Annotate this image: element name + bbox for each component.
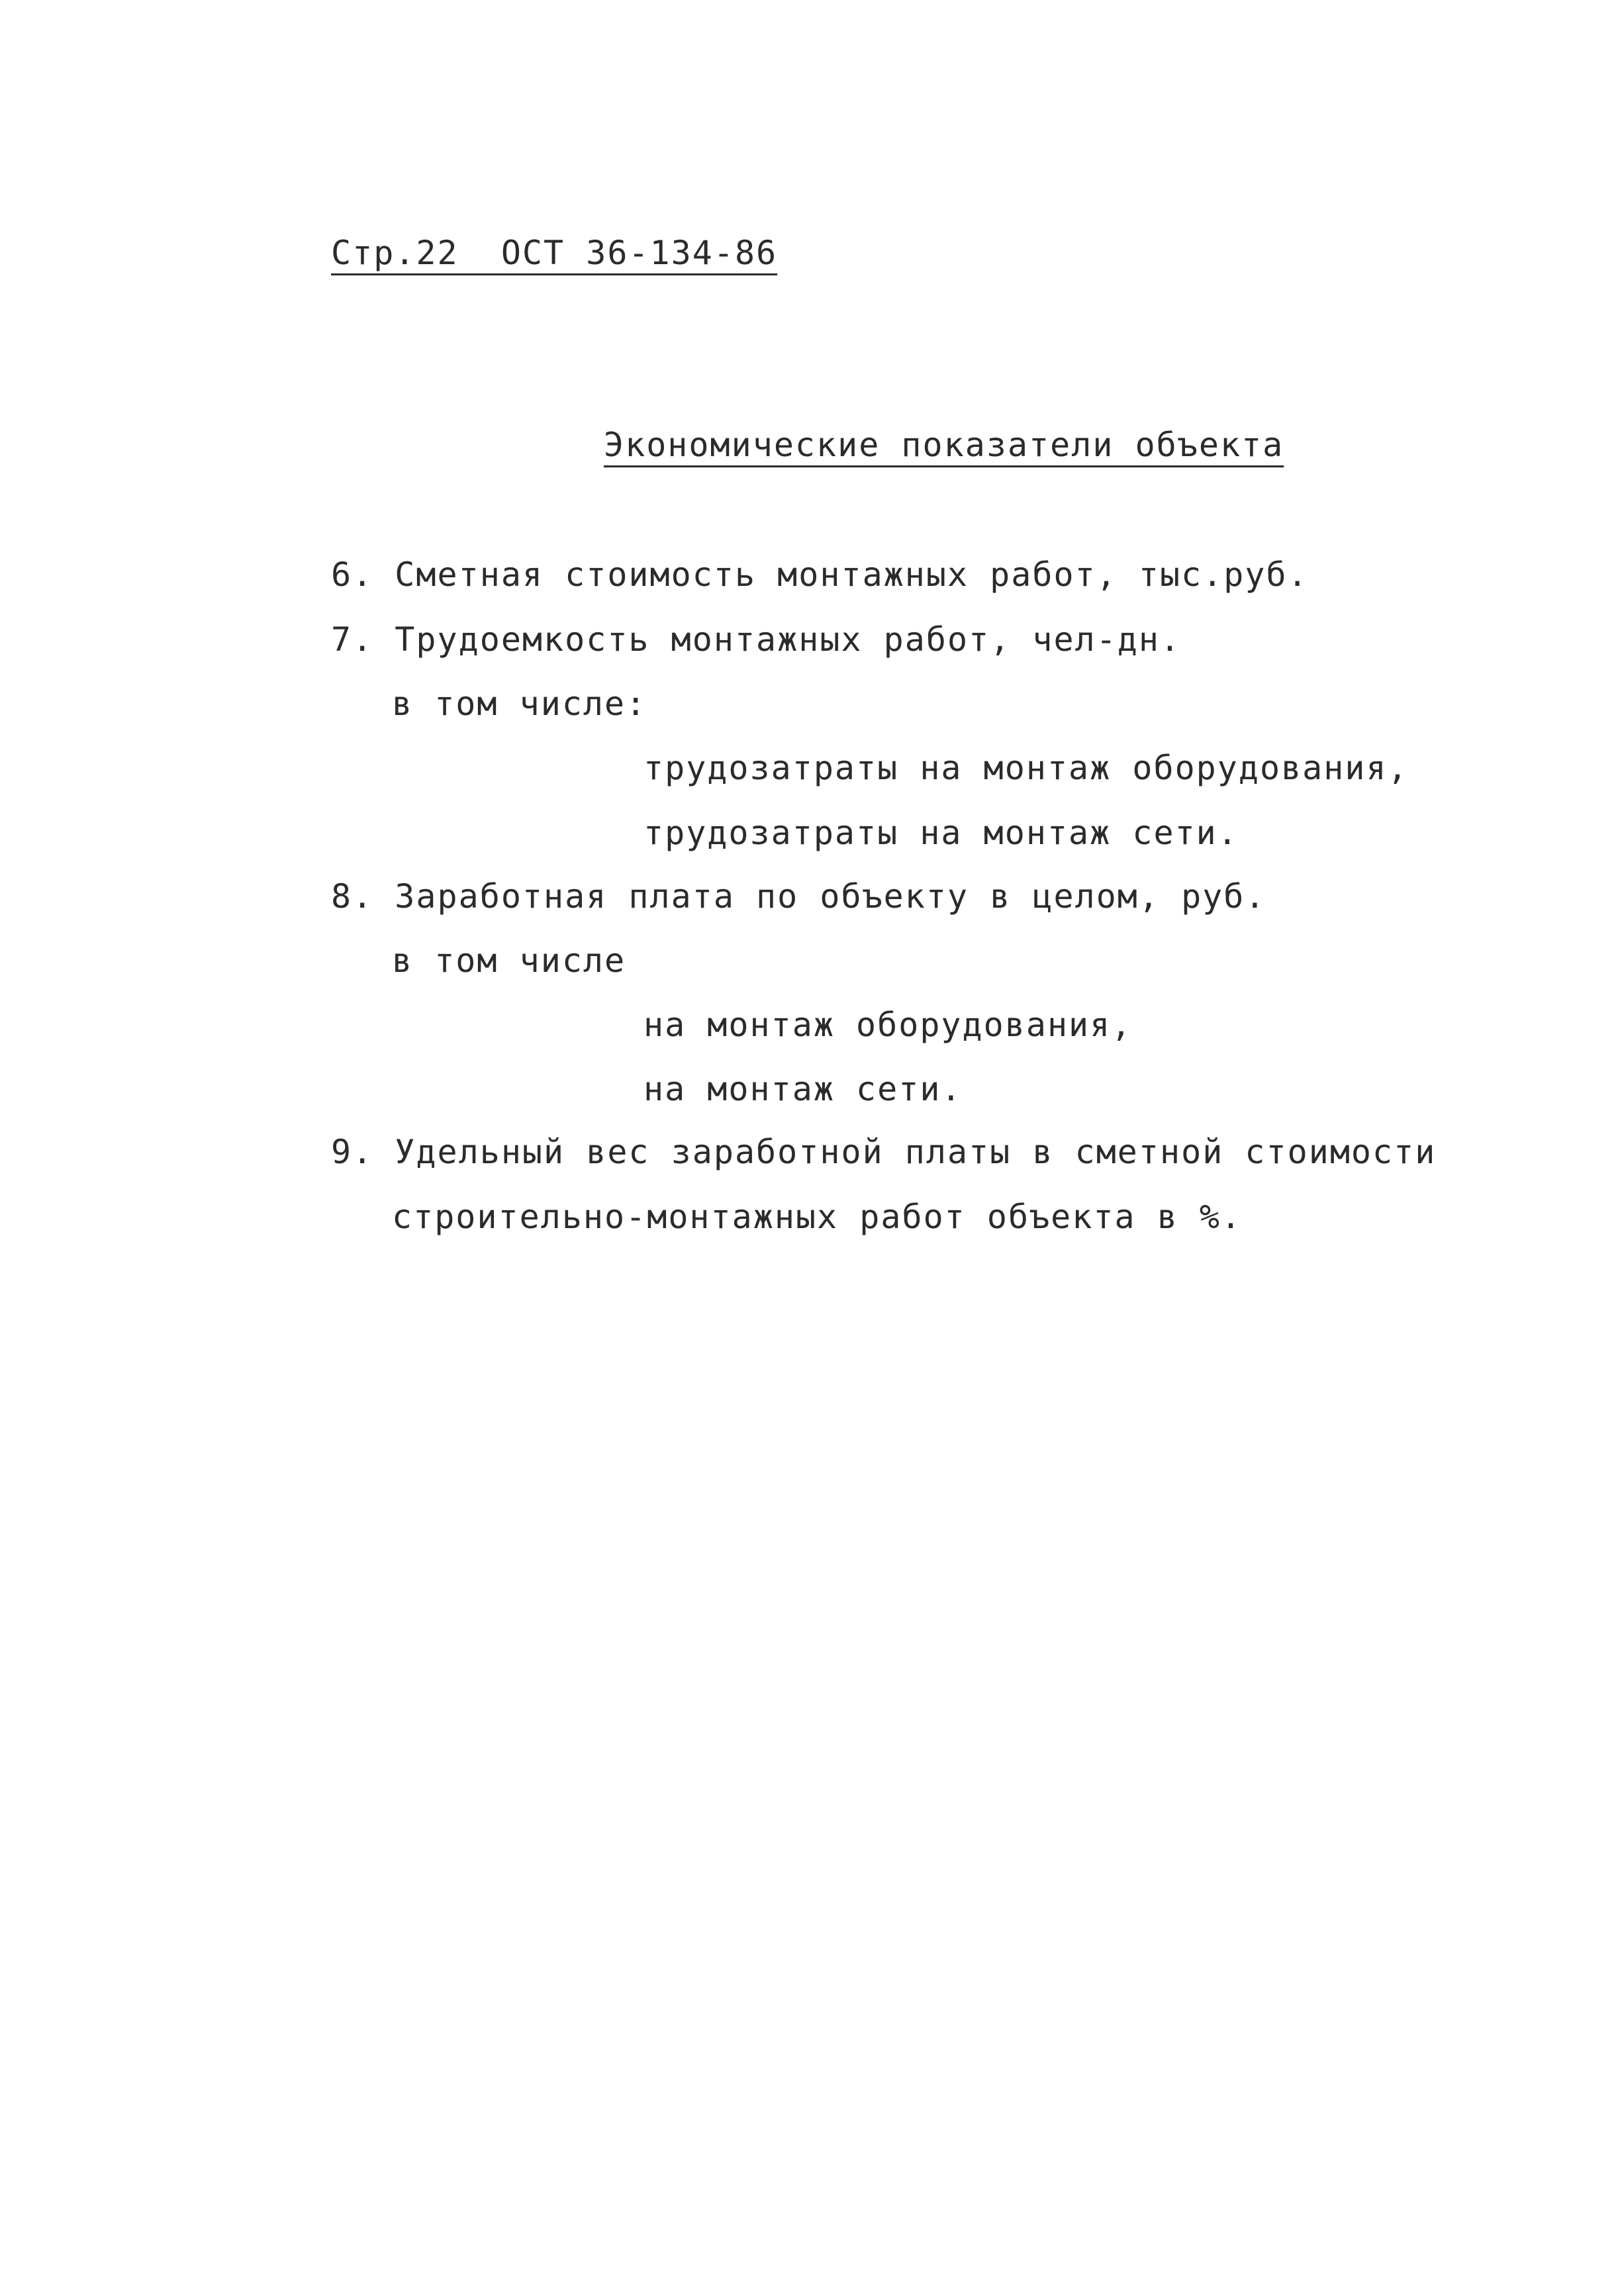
item-8-subitem: на монтаж оборудования, bbox=[643, 1006, 1133, 1044]
item-8-including: в том числе bbox=[392, 941, 626, 980]
item-8-subitem: на монтаж сети. bbox=[643, 1070, 963, 1108]
section-title: Экономические показатели объекта bbox=[604, 426, 1284, 464]
item-7-including: в том числе: bbox=[392, 685, 647, 723]
item-7-subitem: трудозатраты на монтаж сети. bbox=[643, 814, 1239, 852]
item-7-subitem: трудозатраты на монтаж оборудования, bbox=[643, 749, 1409, 787]
item-8: 8. Заработная плата по объекту в целом, руб. bbox=[331, 877, 1266, 916]
page-header: Стр.22 ОСТ 36-134-86 bbox=[331, 234, 778, 272]
item-6: 6. Сметная стоимость монтажных работ, тыс.руб. bbox=[331, 555, 1309, 594]
item-9: 9. Удельный вес заработной платы в сметной стоимости bbox=[331, 1133, 1437, 1171]
item-9-continuation: строительно-монтажных работ объекта в %. bbox=[392, 1198, 1243, 1236]
item-7: 7. Трудоемкость монтажных работ, чел-дн. bbox=[331, 620, 1182, 659]
